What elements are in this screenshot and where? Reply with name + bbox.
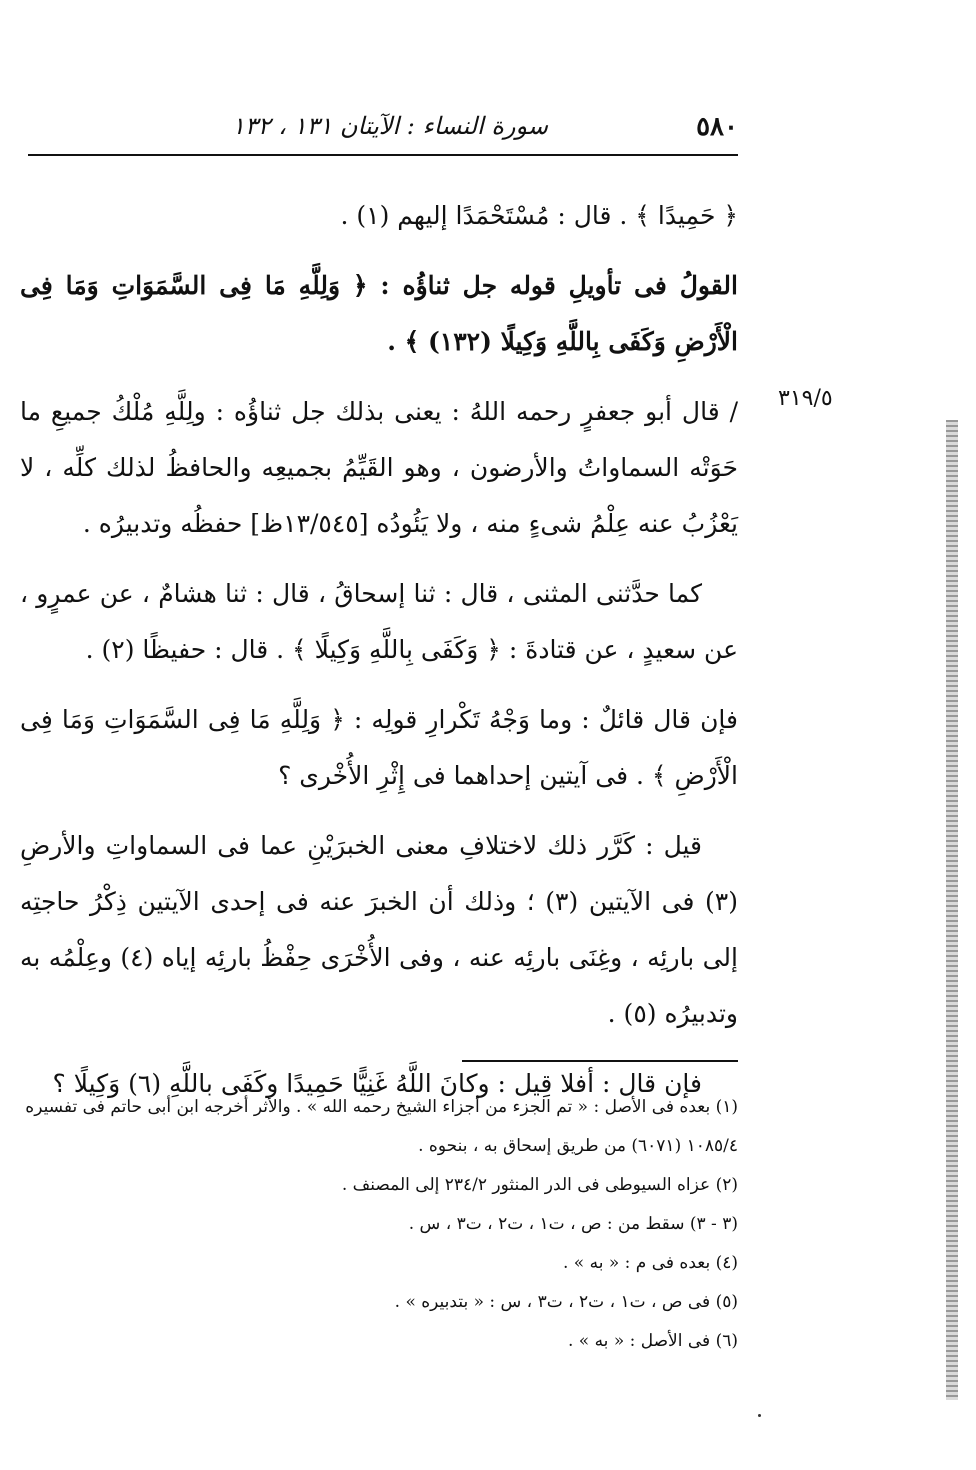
margin-reference: ٣١٩/٥ xyxy=(778,386,833,411)
section-heading: القولُ فى تأويلِ قوله جل ثناؤُه : ﴿ وَلِلَّهِ مَا فِى السَّمَوَاتِ وَمَا فِى الْأَرْضِ وَكَفَى بِاللَّهِ وَكِيلًا (١٣٢) ﴾ . xyxy=(20,271,738,356)
footnote-5: (٥) فى ص ، ت١ ، ت٢ ، ت٣ ، س : « بتدبيره » . xyxy=(394,1292,738,1312)
footnote-2: (٢) عزاه السيوطى فى الدر المنثور ٢٣٤/٢ إلى المصنف . xyxy=(341,1175,738,1195)
footnote-6: (٦) فى الأصل : « به » . xyxy=(567,1331,738,1351)
scan-dot-artifact xyxy=(758,1414,761,1417)
footnote-rule xyxy=(462,1060,738,1062)
page-number: ٥٨٠ xyxy=(696,112,738,142)
page-header xyxy=(28,108,738,148)
scan-edge-artifact xyxy=(946,420,958,1400)
footnotes xyxy=(20,1088,738,1361)
header-rule xyxy=(28,154,738,156)
footnote-4: (٤) بعده فى م : « به » . xyxy=(562,1253,738,1273)
paragraph-1: ﴿ حَمِيدًا ﴾ . قال : مُسْتَحْمَدًا إليهم (١) . xyxy=(340,201,738,230)
running-title: سورة النساء : الآيتان ١٣١ ، ١٣٢ xyxy=(231,112,548,140)
paragraph-4: كما حدَّثنى المثنى ، قال : ثنا إسحاقُ ، قال : ثنا هشامٌ ، عن عمرٍو ، عن سعيدٍ ، عن قتادةَ : ﴿ وَكَفَى بِاللَّهِ وَكِيلًا ﴾ . قال : حفيظًا (٢) . xyxy=(20,579,738,664)
footnote-1: (١) بعده فى الأصل : « تم الجزء من أجزاء الشيخ رحمه الله » . والأثر أخرجه ابن أبى حاتم فى تفسيره ١٠٨٥/٤ (٦٠٧١) من طريق إسحاق به ، بنحوه . xyxy=(25,1097,738,1156)
main-text xyxy=(20,188,738,1126)
paragraph-3: / قال أبو جعفرٍ رحمه اللهُ : يعنى بذلك جل ثناؤُه : ولِلَّهِ مُلْكُ جميعِ ما حَوَتْه السماواتُ والأرضون ، وهو القَيِّمُ بجميعِه والحافظُ لذلك كلِّه ، لا يَعْزُبُ عنه عِلْمُ شىءٍ منه ، ولا يَئُودُه [١٣/٥٤٥ظ] حفظُه وتدبيرُه . xyxy=(20,397,738,538)
paragraph-7: فإن قال : أفلا قِيل : وكانَ اللَّهُ غَنِيًّا حَمِيدًا وكَفَى باللَّهِ (٦) وَكِيلًا ؟ xyxy=(52,1069,702,1098)
footnote-3: (٣ - ٣) سقط من : ص ، ت١ ، ت٢ ، ت٣ ، س . xyxy=(408,1214,738,1234)
paragraph-5: فإن قال قائلٌ : وما وَجْهُ تَكْرارِ قولِه : ﴿ وَلِلَّهِ مَا فِى السَّمَوَاتِ وَمَا فِى الْأَرْضِ ﴾ . فى آيتين إحداهما فى إِثْرِ الأُخْرى ؟ xyxy=(20,705,738,790)
paragraph-6: قيل : كَرَّر ذلك لاختلافِ معنى الخبرَيْنِ عما فى السماواتِ والأرضِ (٣) فى الآيتين (٣) ؛ وذلك أن الخبرَ عنه فى إحدى الآيتين ذِكْرُ حاجتِه إلى بارئِه ، وغِنَى بارئِه عنه ، وفى الأُخْرَى حِفْظُ بارئِه إياه (٤) وعِلْمُه به وتدبيرُه (٥) . xyxy=(20,831,738,1028)
